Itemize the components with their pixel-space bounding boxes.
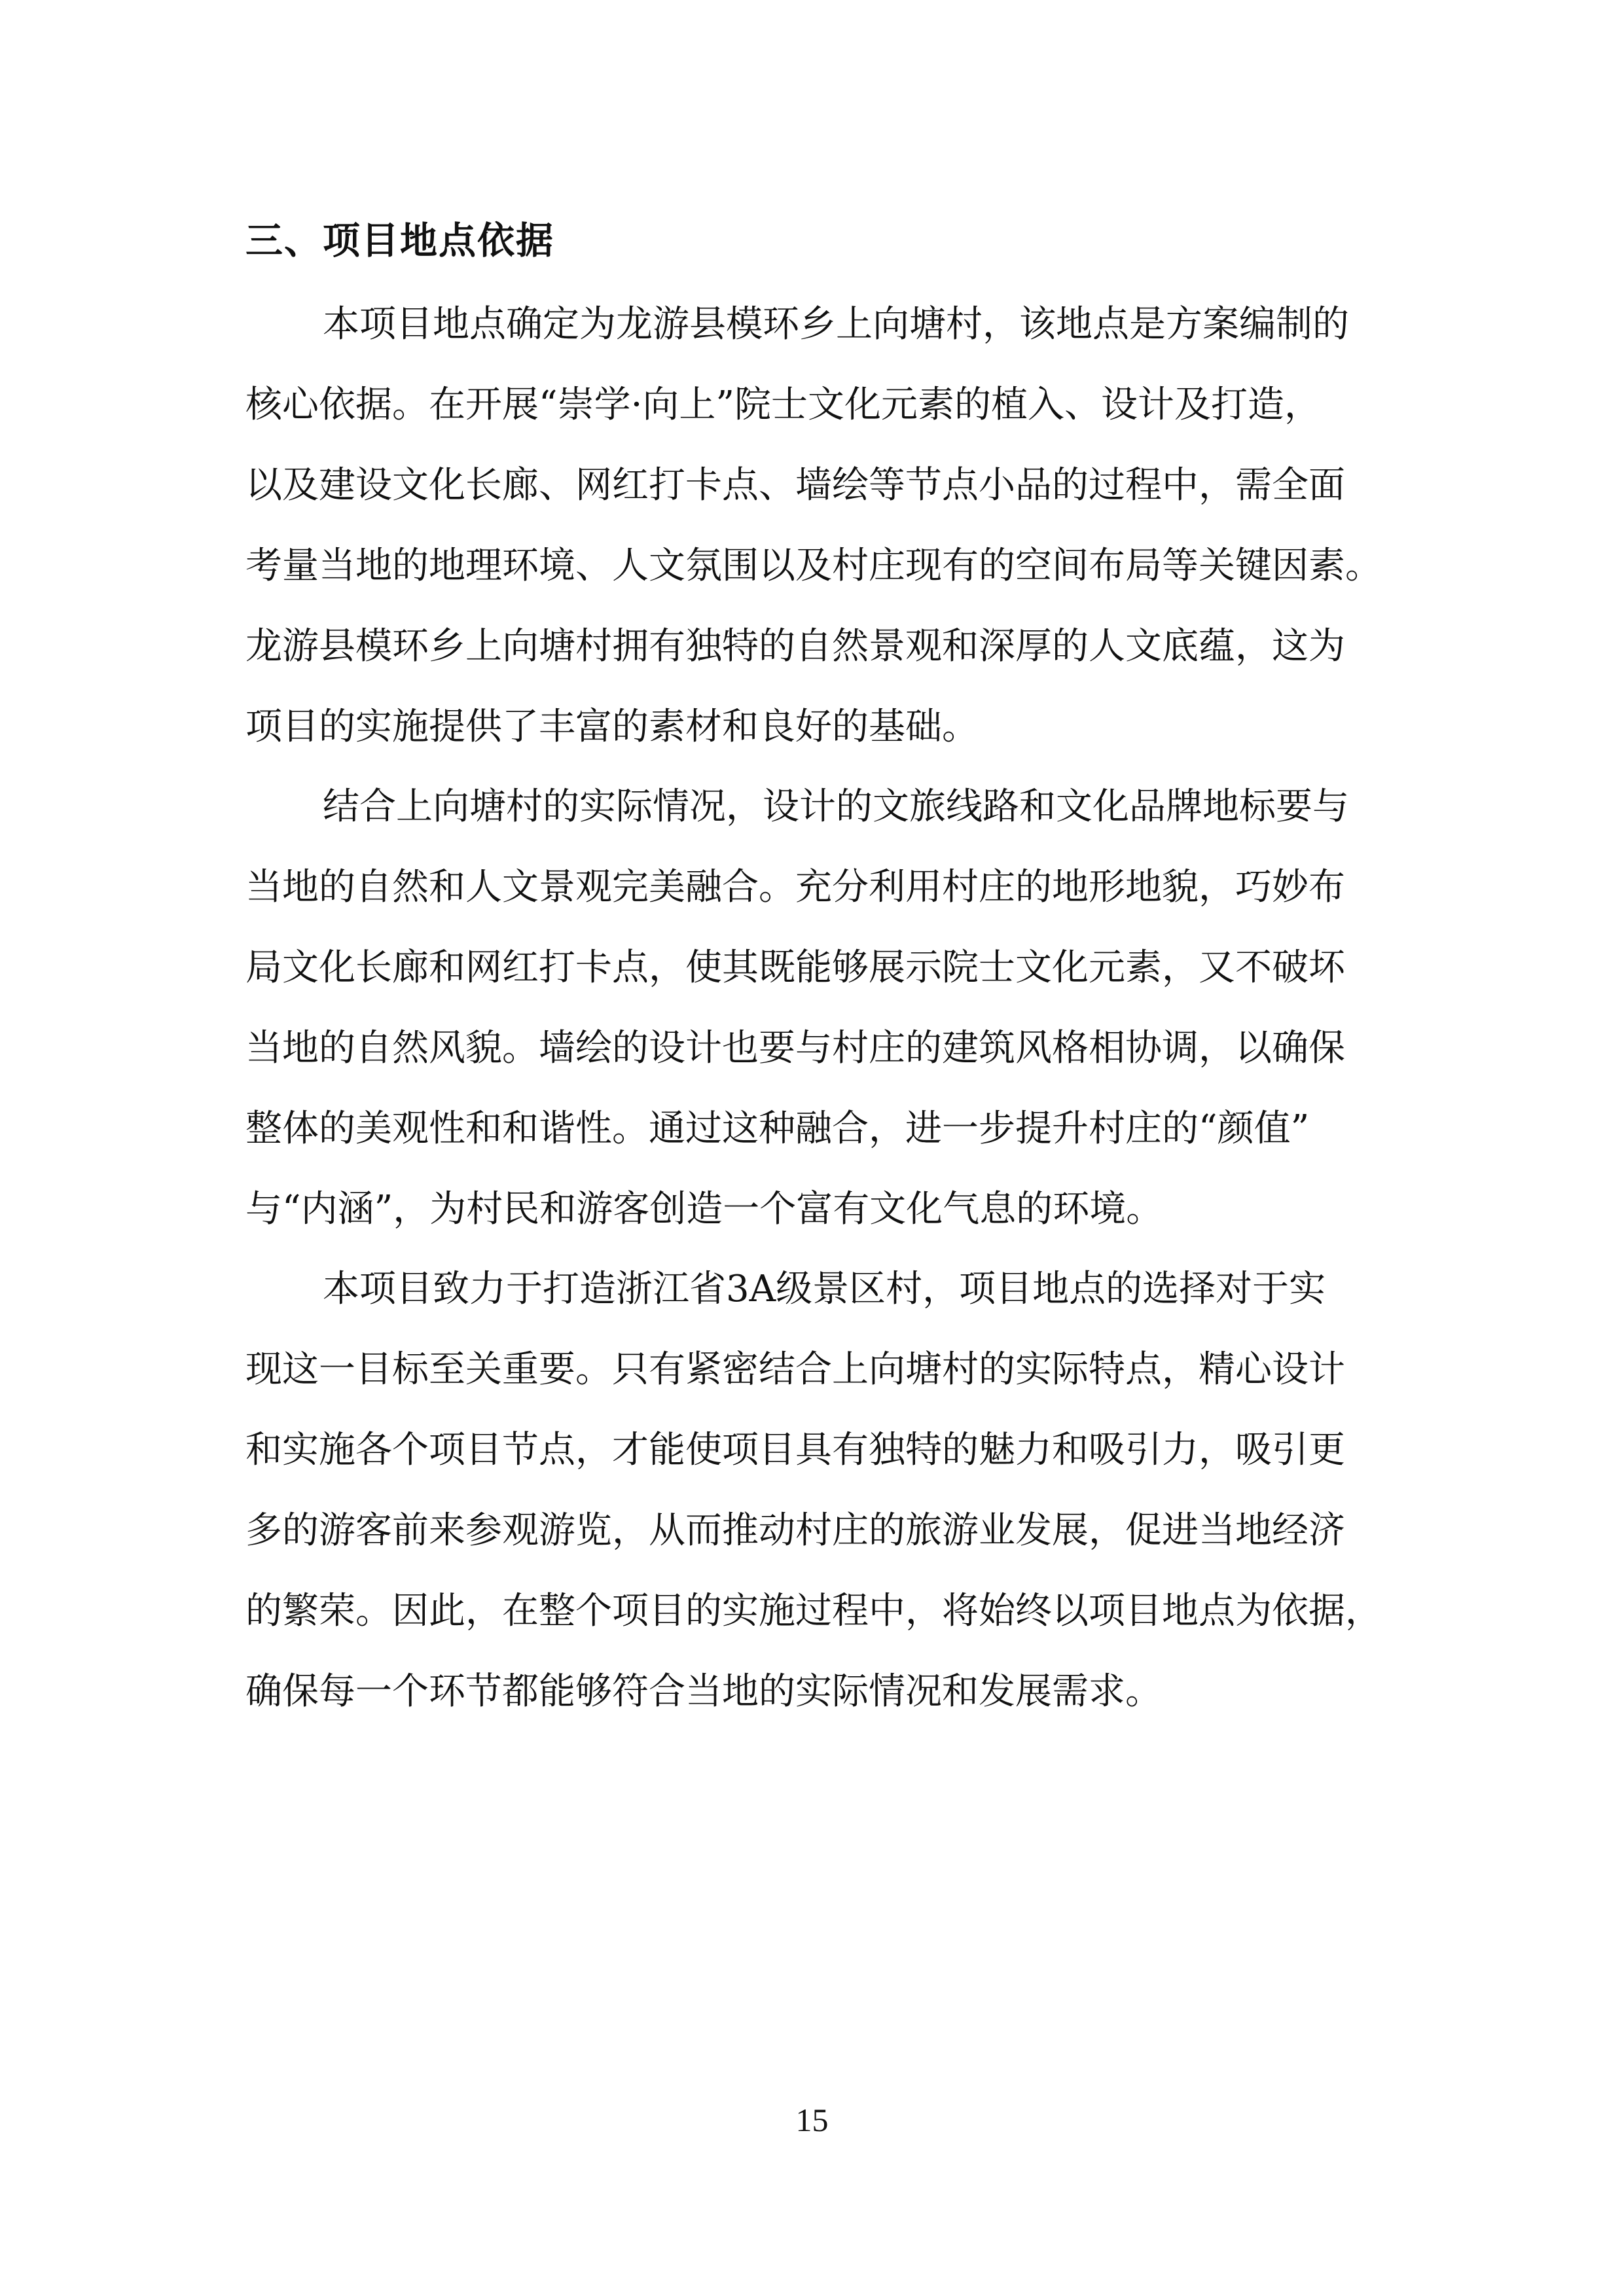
section-heading: 三、项目地点依据 [245,219,554,262]
paragraph-line: 核心依据。在开展“崇学·向上”院士文化元素的植入、设计及打造， [245,384,1322,426]
paragraph-line: 当地的自然和人文景观完美融合。充分利用村庄的地形地貌，巧妙布 [245,866,1345,908]
paragraph-landscape-integration [245,766,1349,1249]
paragraph-line: 的繁荣。因此，在整个项目的实施过程中，将始终以项目地点为依据， [245,1590,1382,1632]
paragraph-line: 本项目地点确定为龙游县模环乡上向塘村，该地点是方案编制的 [323,303,1349,346]
paragraph-scenic-village-goal [245,1249,1382,1732]
paragraph-line: 与“内涵”，为村民和游客创造一个富有文化气息的环境。 [245,1188,1163,1230]
paragraph-line: 和实施各个项目节点，才能使项目具有独特的魅力和吸引力，吸引更 [245,1429,1345,1471]
paragraph-line: 本项目致力于打造浙江省3A级景区村，项目地点的选择对于实 [323,1268,1326,1310]
paragraph-line: 项目的实施提供了丰富的素材和良好的基础。 [245,706,979,748]
paragraph-line: 现这一目标至关重要。只有紧密结合上向塘村的实际特点，精心设计 [245,1348,1345,1391]
paragraph-line: 以及建设文化长廊、网红打卡点、墙绘等节点小品的过程中，需全面 [245,464,1345,507]
paragraph-line: 龙游县模环乡上向塘村拥有独特的自然景观和深厚的人文底蕴，这为 [245,625,1345,668]
paragraph-line: 当地的自然风貌。墙绘的设计也要与村庄的建筑风格相协调，以确保 [245,1027,1345,1069]
paragraph-line: 确保每一个环节都能够符合当地的实际情况和发展需求。 [245,1670,1162,1713]
paragraph-line: 结合上向塘村的实际情况，设计的文旅线路和文化品牌地标要与 [323,785,1349,828]
paragraph-project-location [245,284,1382,767]
paragraph-line: 考量当地的地理环境、人文氛围以及村庄现有的空间布局等关键因素。 [245,545,1382,587]
page-number: 15 [795,2102,829,2138]
paragraph-line: 多的游客前来参观游览，从而推动村庄的旅游业发展，促进当地经济 [245,1509,1345,1552]
paragraph-line: 局文化长廊和网红打卡点，使其既能够展示院士文化元素，又不破坏 [245,946,1345,989]
paragraph-line: 整体的美观性和和谐性。通过这种融合，进一步提升村庄的“颜值” [245,1107,1310,1150]
